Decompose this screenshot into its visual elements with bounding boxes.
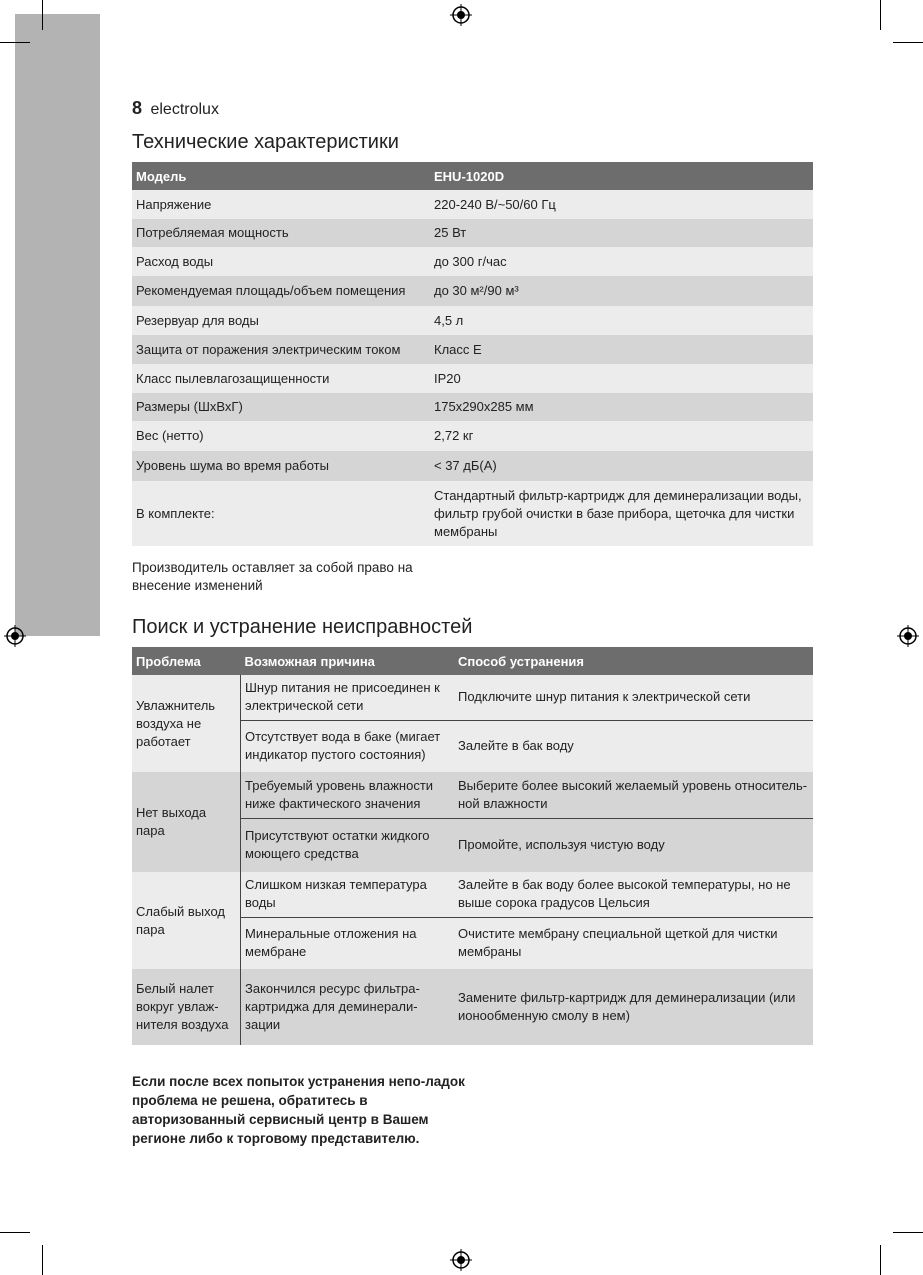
- cause-cell: Требуемый уровень влажности ниже фактического значения: [241, 772, 455, 818]
- spec-label: Размеры (ШхВхГ): [132, 393, 430, 421]
- table-row: [132, 872, 813, 917]
- spec-label: Рекомендуемая площадь/объем помещения: [132, 276, 430, 306]
- spec-value: до 30 м²/90 м³: [430, 276, 813, 306]
- problem-cell: Белый налет вокруг увлаж-нителя воздуха: [132, 969, 241, 1045]
- crop-mark: [0, 1232, 30, 1233]
- cause-cell: Слишком низкая температура воды: [241, 872, 455, 917]
- spec-label: Расход воды: [132, 247, 430, 276]
- table-row: [132, 247, 813, 276]
- table-row: [132, 335, 813, 364]
- troubleshooting-table: [132, 647, 813, 1045]
- table-row: [132, 481, 813, 546]
- spec-value: 25 Вт: [430, 219, 813, 247]
- page-header: [132, 98, 219, 119]
- spec-value: IP20: [430, 364, 813, 393]
- registration-mark-icon: [4, 625, 26, 647]
- table-row: [132, 276, 813, 306]
- spec-title: Технические характеристики: [132, 131, 399, 153]
- problem-cell: Слабый выход пара: [132, 872, 241, 969]
- spec-value: Класс Е: [430, 335, 813, 364]
- crop-mark: [0, 42, 30, 43]
- spec-label: Класс пылевлагозащищенности: [132, 364, 430, 393]
- trb-header-solution: Способ устранения: [454, 647, 813, 675]
- table-row: [132, 969, 813, 1045]
- registration-mark-icon: [450, 4, 472, 26]
- spec-table: [132, 162, 813, 546]
- table-row: [132, 772, 813, 818]
- spec-header-model: Модель: [132, 162, 430, 190]
- cause-cell: Присутствуют остатки жидкого моющего средства: [241, 818, 455, 872]
- registration-mark-icon: [450, 1249, 472, 1271]
- cause-cell: Закончился ресурс фильтра-картриджа для деминерали-зации: [241, 969, 455, 1045]
- crop-mark: [880, 0, 881, 30]
- spec-value: 2,72 кг: [430, 421, 813, 451]
- trb-header-row: [132, 647, 813, 675]
- table-row: [132, 675, 813, 720]
- spec-value: < 37 дБ(А): [430, 451, 813, 481]
- table-row: [132, 451, 813, 481]
- spec-header-row: [132, 162, 813, 190]
- cause-cell: Минеральные отложения на мембране: [241, 917, 455, 969]
- table-row: [132, 306, 813, 335]
- disclaimer-note: Производитель оставляет за собой право на внесение изменений: [132, 560, 413, 593]
- solution-cell: Залейте в бак воду более высокой температуры, но не выше сорока градусов Цельсия: [454, 872, 813, 917]
- registration-mark-icon: [897, 625, 919, 647]
- solution-cell: Замените фильтр-картридж для деминерализации (или ионообменную смолу в нем): [454, 969, 813, 1045]
- solution-cell: Подключите шнур питания к электрической сети: [454, 675, 813, 720]
- solution-cell: Залейте в бак воду: [454, 720, 813, 772]
- spec-label: Уровень шума во время работы: [132, 451, 430, 481]
- side-tab-bar: [15, 14, 100, 636]
- spec-label: В комплекте:: [132, 481, 430, 546]
- table-row: [132, 219, 813, 247]
- spec-label: Резервуар для воды: [132, 306, 430, 335]
- brand-name: electrolux: [150, 101, 219, 118]
- problem-cell: Увлажнитель воздуха не работает: [132, 675, 241, 772]
- crop-mark: [42, 1245, 43, 1275]
- crop-mark: [880, 1245, 881, 1275]
- spec-value: до 300 г/час: [430, 247, 813, 276]
- table-row: [132, 393, 813, 421]
- problem-cell: Нет выхода пара: [132, 772, 241, 872]
- table-row: [132, 421, 813, 451]
- spec-value: 175х290х285 мм: [430, 393, 813, 421]
- crop-mark: [42, 0, 43, 30]
- solution-cell: Промойте, используя чистую воду: [454, 818, 813, 872]
- page-number: 8: [132, 98, 143, 118]
- spec-label: Напряжение: [132, 190, 430, 219]
- spec-header-value: EHU-1020D: [430, 162, 813, 190]
- spec-value: 220-240 В/~50/60 Гц: [430, 190, 813, 219]
- spec-label: Вес (нетто): [132, 421, 430, 451]
- spec-label: Защита от поражения электрическим током: [132, 335, 430, 364]
- table-row: [132, 190, 813, 219]
- spec-value: 4,5 л: [430, 306, 813, 335]
- spec-label: Потребляемая мощность: [132, 219, 430, 247]
- trb-header-problem: Проблема: [132, 647, 241, 675]
- troubleshooting-title: Поиск и устранение неисправностей: [132, 616, 473, 638]
- solution-cell: Очистите мембрану специальной щеткой для чистки мембраны: [454, 917, 813, 969]
- spec-value: Стандартный фильтр-картридж для деминерализации воды, фильтр грубой очистки в базе прибора, щеточка для чистки мембраны: [430, 481, 813, 546]
- crop-mark: [893, 42, 923, 43]
- crop-mark: [893, 1232, 923, 1233]
- trb-header-cause: Возможная причина: [241, 647, 455, 675]
- cause-cell: Шнур питания не присоединен к электрической сети: [241, 675, 455, 720]
- solution-cell: Выберите более высокий желаемый уровень относитель-ной влажности: [454, 772, 813, 818]
- final-note: Если после всех попыток устранения непо-ладок проблема не решена, обратитесь в авторизованный сервисный центр в Вашем регионе либо к торговому представителю.: [132, 1074, 465, 1146]
- table-row: [132, 364, 813, 393]
- cause-cell: Отсутствует вода в баке (мигает индикатор пустого состояния): [241, 720, 455, 772]
